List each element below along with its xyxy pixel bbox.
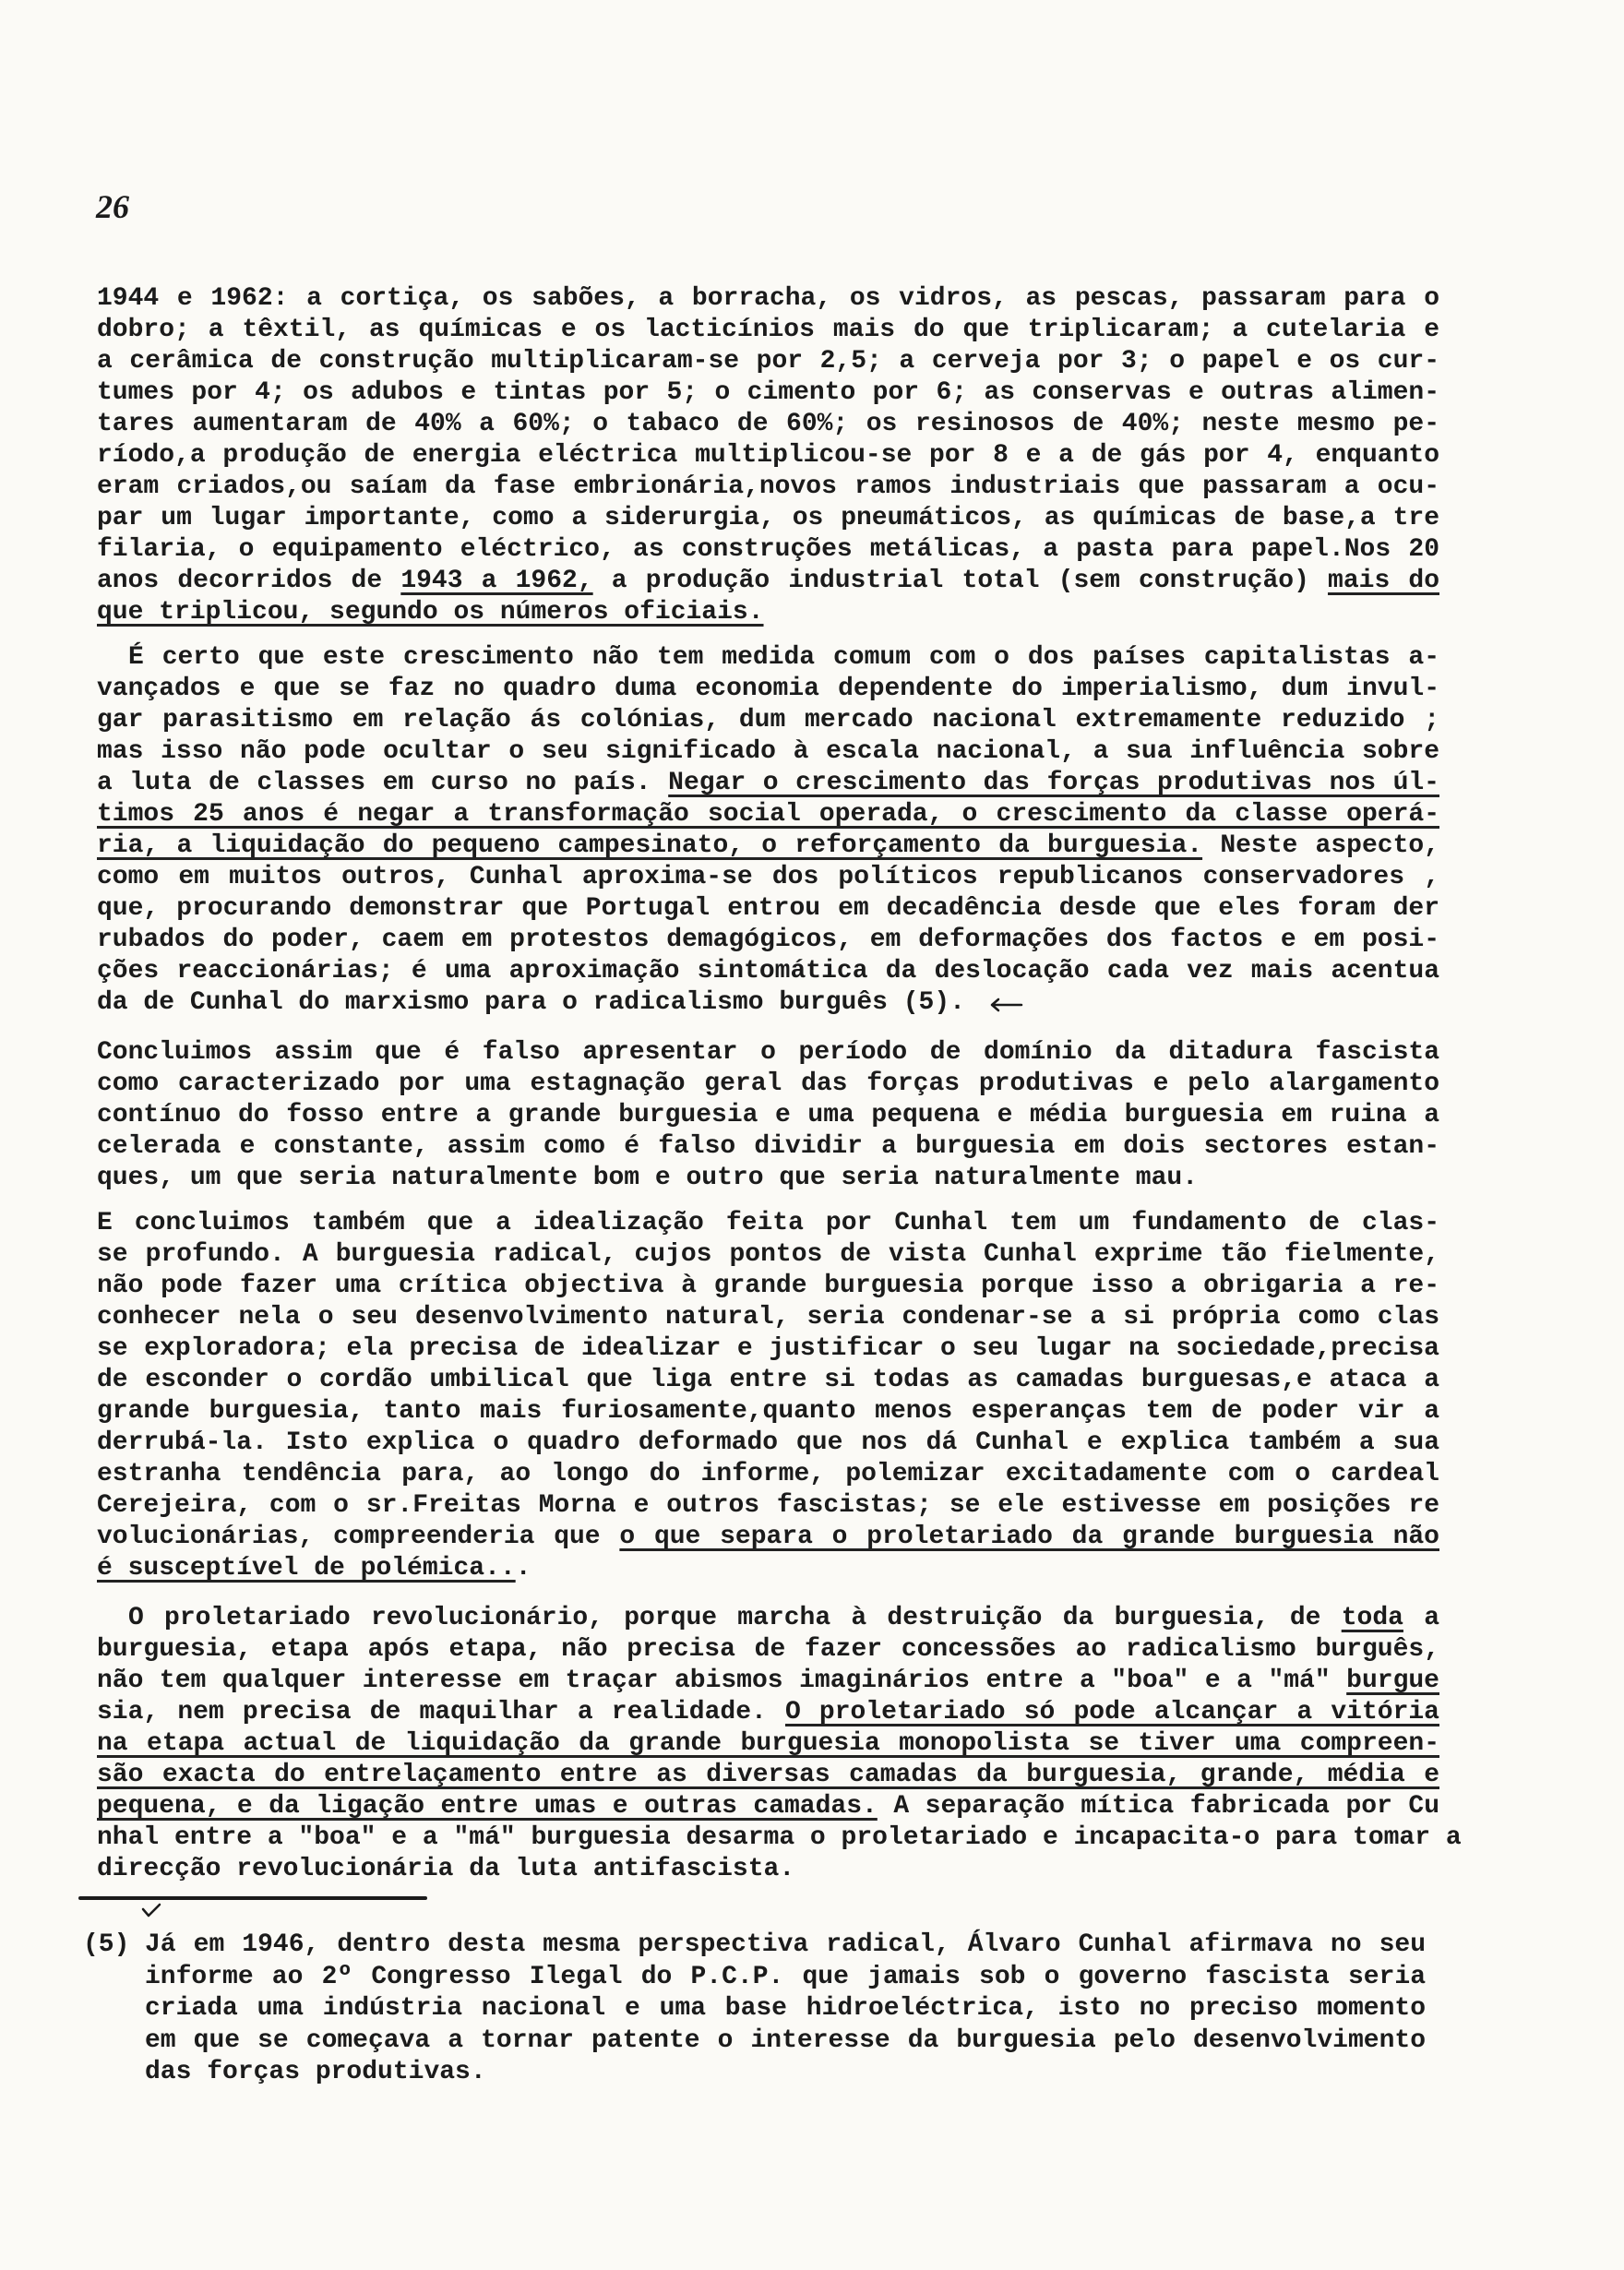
footnote-line: informe ao 2º Congresso Ilegal do P.C.P. que jamais sob o governo fascista seria: [145, 1962, 1426, 1991]
paragraph-3: [97, 1037, 1439, 1194]
text-segment: como caracterizado por uma estagnação geral das forças produtivas e pelo alargamento: [97, 1069, 1439, 1098]
footnote-marker: (5): [83, 1930, 130, 1959]
text-line: [97, 440, 1439, 472]
underlined-text: ria, a liquidação do pequeno campesinato, o reforçamento da burguesia.: [97, 831, 1203, 860]
text-segment: não tem qualquer interesse em traçar abismos imaginários entre a "boa" e a "má": [97, 1667, 1347, 1695]
paragraph-lines: [97, 1603, 1462, 1885]
footnote-line: das forças produtivas.: [145, 2058, 486, 2086]
underlined-text: timos 25 anos é negar a transformação social operada, o crescimento da classe operá-: [97, 800, 1439, 829]
text-line: [97, 1271, 1439, 1302]
text-line: [97, 346, 1439, 377]
text-segment: E concluimos também que a idealização feita por Cunhal tem um fundamento de clas-: [97, 1209, 1439, 1237]
text-segment: filaria, o equipamento eléctrico, as construções metálicas, a pasta para papel.Nos 20: [97, 535, 1439, 564]
handwritten-arrow-left-icon: [987, 997, 1024, 1013]
text-line: [97, 1728, 1439, 1760]
text-segment: se profundo. A burguesia radical, cujos pontos de vista Cunhal exprime tão fielmente,: [97, 1240, 1439, 1269]
text-line: [97, 1697, 1439, 1728]
text-line: [97, 315, 1439, 346]
text-line: [97, 1634, 1439, 1666]
text-segment: ques, um que seria naturalmente bom e outro que seria naturalmente mau.: [97, 1164, 1198, 1192]
text-line: [97, 1854, 1439, 1885]
underlined-text: na etapa actual de liquidação da grande burguesia monopolista se tiver uma compreen-: [97, 1729, 1439, 1758]
text-segment: É certo que este crescimento não tem medida comum com o dos países capitalistas a-: [128, 643, 1439, 672]
text-line: [97, 1822, 1462, 1854]
text-line: [97, 736, 1439, 768]
text-line: [97, 1490, 1439, 1522]
paragraph-lines: [97, 642, 1439, 1019]
text-line: [97, 705, 1439, 736]
text-segment: sia, nem precisa de maquilhar a realidade.: [97, 1698, 785, 1726]
text-line: [97, 1208, 1439, 1239]
text-segment: Cerejeira, com o sr.Freitas Morna e outros fascistas; se ele estivesse em posições re: [97, 1491, 1439, 1520]
underlined-text: que triplicou, segundo os números oficiais.: [97, 598, 764, 627]
footnote-line: em que se começava a tornar patente o interesse da burguesia pelo desenvolvimento: [145, 2025, 1426, 2055]
text-line: [97, 1459, 1439, 1490]
text-segment: conhecer nela o seu desenvolvimento natural, seria condenar-se a si própria como clas: [97, 1303, 1439, 1332]
underlined-text: 1943 a 1962,: [400, 567, 593, 595]
text-line: [97, 534, 1439, 566]
text-line: [97, 1603, 1439, 1634]
footnote-divider: [78, 1896, 427, 1900]
text-segment: a: [1403, 1604, 1439, 1632]
text-line: [97, 283, 1439, 315]
text-line: [97, 925, 1439, 956]
underlined-text: toda: [1341, 1604, 1403, 1632]
text-line: [97, 597, 1439, 628]
underlined-text: burgue: [1346, 1667, 1439, 1695]
text-segment: se exploradora; ela precisa de idealizar e justificar o seu lugar na sociedade,precisa: [97, 1334, 1439, 1363]
text-line: [97, 768, 1439, 799]
paragraph-lines: [97, 1208, 1439, 1584]
text-segment: O proletariado revolucionário, porque marcha à destruição da burguesia, de: [128, 1604, 1342, 1632]
text-segment: gar parasitismo em relação ás colónias, dum mercado nacional extremamente reduzido ;: [97, 706, 1439, 735]
text-line: [97, 1365, 1439, 1396]
text-segment: como em muitos outros, Cunhal aproxima-se dos políticos republicanos conservadores ,: [97, 863, 1439, 891]
text-line: [97, 566, 1439, 597]
text-line: [97, 799, 1439, 830]
footnote-text: [145, 1930, 1426, 2089]
text-segment: par um lugar importante, como a siderurgia, os pneumáticos, as químicas de base,a tre: [97, 504, 1439, 532]
footnote-line: Já em 1946, dentro desta mesma perspectiva radical, Álvaro Cunhal afirmava no seu: [145, 1930, 1426, 1959]
text-line: [97, 1239, 1439, 1271]
underlined-text: são exacta do entrelaçamento entre as diversas camadas da burguesia, grande, média e: [97, 1761, 1439, 1789]
text-line: [97, 956, 1439, 987]
text-line: [97, 987, 1439, 1019]
text-segment: estranha tendência para, ao longo do informe, polemizar excitadamente com o cardeal: [97, 1460, 1439, 1488]
text-line: [97, 1037, 1439, 1069]
text-segment: Neste aspecto,: [1202, 831, 1439, 860]
underlined-text: o que separa o proletariado da grande burguesia não: [619, 1523, 1439, 1551]
text-line: [97, 377, 1439, 409]
text-segment: eram criados,ou saíam da fase embrionária,novos ramos industriais que passaram a ocu-: [97, 472, 1439, 501]
text-segment: tumes por 4; os adubos e tintas por 5; o cimento por 6; as conservas e outras alimen-: [97, 378, 1439, 407]
text-segment: Concluimos assim que é falso apresentar o período de domínio da ditadura fascista: [97, 1038, 1439, 1067]
text-line: [97, 1163, 1439, 1194]
text-segment: celerada e constante, assim como é falso dividir a burguesia em dois sectores estan-: [97, 1132, 1439, 1161]
text-segment: A separação mítica fabricada por Cu: [877, 1792, 1439, 1821]
text-segment: burguesia, etapa após etapa, não precisa de fazer concessões ao radicalismo burguês,: [97, 1635, 1439, 1664]
text-segment: dobro; a têxtil, as químicas e os lacticínios mais do que triplicaram; a cutelaria e: [97, 316, 1439, 344]
underlined-text: Negar o crescimento das forças produtivas nos úl-: [668, 769, 1439, 797]
text-segment: vançados e que se faz no quadro duma economia dependente do imperialismo, dum invul-: [97, 675, 1439, 703]
paragraph-4: [97, 1208, 1439, 1584]
text-line: [97, 830, 1439, 862]
text-segment: ríodo,a produção de energia eléctrica multiplicou-se por 8 e a de gás por 4, enquanto: [97, 441, 1439, 470]
text-line: [97, 1791, 1439, 1822]
text-line: [97, 472, 1439, 503]
text-segment: mas isso não pode ocultar o seu significado à escala nacional, a sua influência sobre: [97, 737, 1439, 766]
footnote-line: criada uma indústria nacional e uma base hidroeléctrica, isto no preciso momento: [145, 1994, 1426, 2023]
text-segment: contínuo do fosso entre a grande burguesia e uma pequena e média burguesia em ruina a: [97, 1101, 1439, 1129]
underlined-text: é susceptível de polémica..: [97, 1554, 516, 1583]
text-line: [97, 1666, 1439, 1697]
paragraph-lines: [97, 1037, 1439, 1194]
text-line: [97, 642, 1439, 674]
text-segment: não pode fazer uma crítica objectiva à grande burguesia porque isso a obrigaria a re-: [97, 1272, 1439, 1300]
text-line: [97, 1100, 1439, 1131]
text-segment: grande burguesia, tanto mais furiosamente,quanto menos esperanças tem de poder vir a: [97, 1397, 1439, 1426]
text-segment: a luta de classes em curso no país.: [97, 769, 669, 797]
text-segment: anos decorridos de: [97, 567, 401, 595]
text-line: [97, 1553, 1439, 1584]
text-segment: ções reaccionárias; é uma aproximação sintomática da deslocação cada vez mais acentua: [97, 957, 1439, 986]
text-segment: de esconder o cordão umbilical que liga entre si todas as camadas burguesas,e ataca a: [97, 1366, 1439, 1394]
text-line: [97, 862, 1439, 893]
text-segment: nhal entre a "boa" e a "má" burguesia desarma o proletariado e incapacita-o para tomar a: [97, 1823, 1462, 1852]
text-line: [97, 1333, 1439, 1365]
text-line: [97, 1396, 1439, 1428]
paragraph-2: [97, 642, 1439, 1019]
underlined-text: O proletariado só pode alcançar a vitória: [784, 1698, 1439, 1726]
text-segment: rubados do poder, caem em protestos demagógicos, em deformações dos factos e em posi-: [97, 926, 1439, 954]
text-line: [97, 409, 1439, 440]
text-line: [97, 1760, 1439, 1791]
underlined-text: mais do: [1328, 567, 1439, 595]
text-line: [97, 503, 1439, 534]
checkmark-icon: [141, 1902, 161, 1918]
paragraph-5: [97, 1603, 1462, 1885]
text-line: [97, 674, 1439, 705]
text-segment: a cerâmica de construção multiplicaram-se por 2,5; a cerveja por 3; o papel e os cur-: [97, 347, 1439, 376]
text-segment: direcção revolucionária da luta antifascista.: [97, 1855, 795, 1883]
text-line: [97, 1131, 1439, 1163]
text-segment: .: [515, 1554, 531, 1583]
text-segment: a produção industrial total (sem construção): [592, 567, 1329, 595]
text-segment: da de Cunhal do marxismo para o radicalismo burguês (5).: [97, 988, 965, 1017]
underlined-text: pequena, e da ligação entre umas e outras camadas.: [97, 1792, 878, 1821]
text-segment: volucionárias, compreenderia que: [97, 1523, 620, 1551]
text-segment: derrubá-la. Isto explica o quadro deformado que nos dá Cunhal e explica também a sua: [97, 1428, 1439, 1457]
text-line: [97, 893, 1439, 925]
paragraph-lines: [97, 283, 1439, 628]
page-number: 26: [96, 188, 129, 225]
text-segment: que, procurando demonstrar que Portugal entrou em decadência desde que eles foram der: [97, 894, 1439, 923]
paragraph-1: [97, 283, 1439, 628]
text-line: [97, 1522, 1439, 1553]
text-line: [97, 1302, 1439, 1333]
text-segment: 1944 e 1962: a cortiça, os sabões, a borracha, os vidros, as pescas, passaram para o: [97, 284, 1439, 313]
text-segment: tares aumentaram de 40% a 60%; o tabaco de 60%; os resinosos de 40%; neste mesmo pe-: [97, 410, 1439, 438]
body-text: [97, 283, 1462, 1885]
text-line: [97, 1428, 1439, 1459]
text-line: [97, 1069, 1439, 1100]
